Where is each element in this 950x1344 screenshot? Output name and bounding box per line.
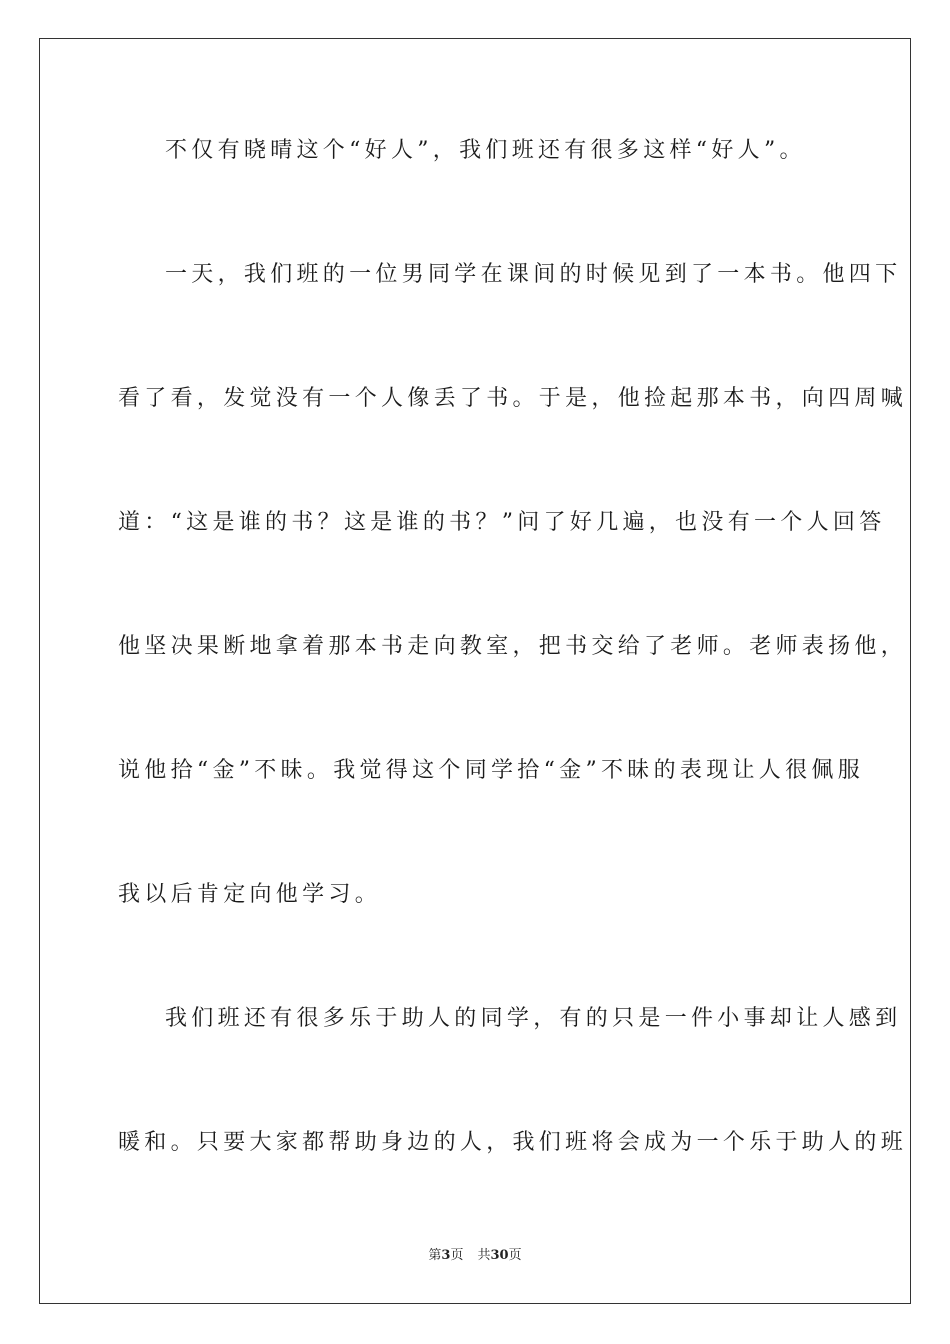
page-border [39, 38, 911, 1304]
paragraph-line-9: 暖和。只要大家都帮助身边的人，我们班将会成为一个乐于助人的班 [118, 1130, 908, 1155]
paragraph-line-3: 看了看，发觉没有一个人像丢了书。于是，他捡起那本书，向四周喊 [118, 386, 908, 411]
paragraph-line-4: 道：“这是谁的书？这是谁的书？”问了好几遍，也没有一个人回答 [118, 510, 886, 535]
total-prefix: 共 [477, 1248, 491, 1263]
page-suffix: 页 [450, 1248, 464, 1263]
total-page-number: 30 [490, 1248, 509, 1263]
paragraph-line-6: 说他拾“金”不昧。我觉得这个同学拾“金”不昧的表现让人很佩服 [118, 758, 864, 783]
paragraph-line-2: 一天，我们班的一位男同学在课间的时候见到了一本书。他四下 [165, 262, 902, 287]
paragraph-line-8: 我们班还有很多乐于助人的同学，有的只是一件小事却让人感到 [165, 1006, 902, 1031]
current-page-number: 3 [441, 1248, 451, 1263]
paragraph-line-1: 不仅有晓晴这个“好人”，我们班还有很多这样“好人”。 [165, 138, 806, 163]
paragraph-line-5: 他坚决果断地拿着那本书走向教室，把书交给了老师。老师表扬他， [118, 634, 908, 659]
page-prefix: 第 [428, 1248, 442, 1263]
page-footer [0, 1247, 950, 1265]
paragraph-line-7: 我以后肯定向他学习。 [118, 882, 382, 907]
total-suffix: 页 [508, 1248, 522, 1263]
